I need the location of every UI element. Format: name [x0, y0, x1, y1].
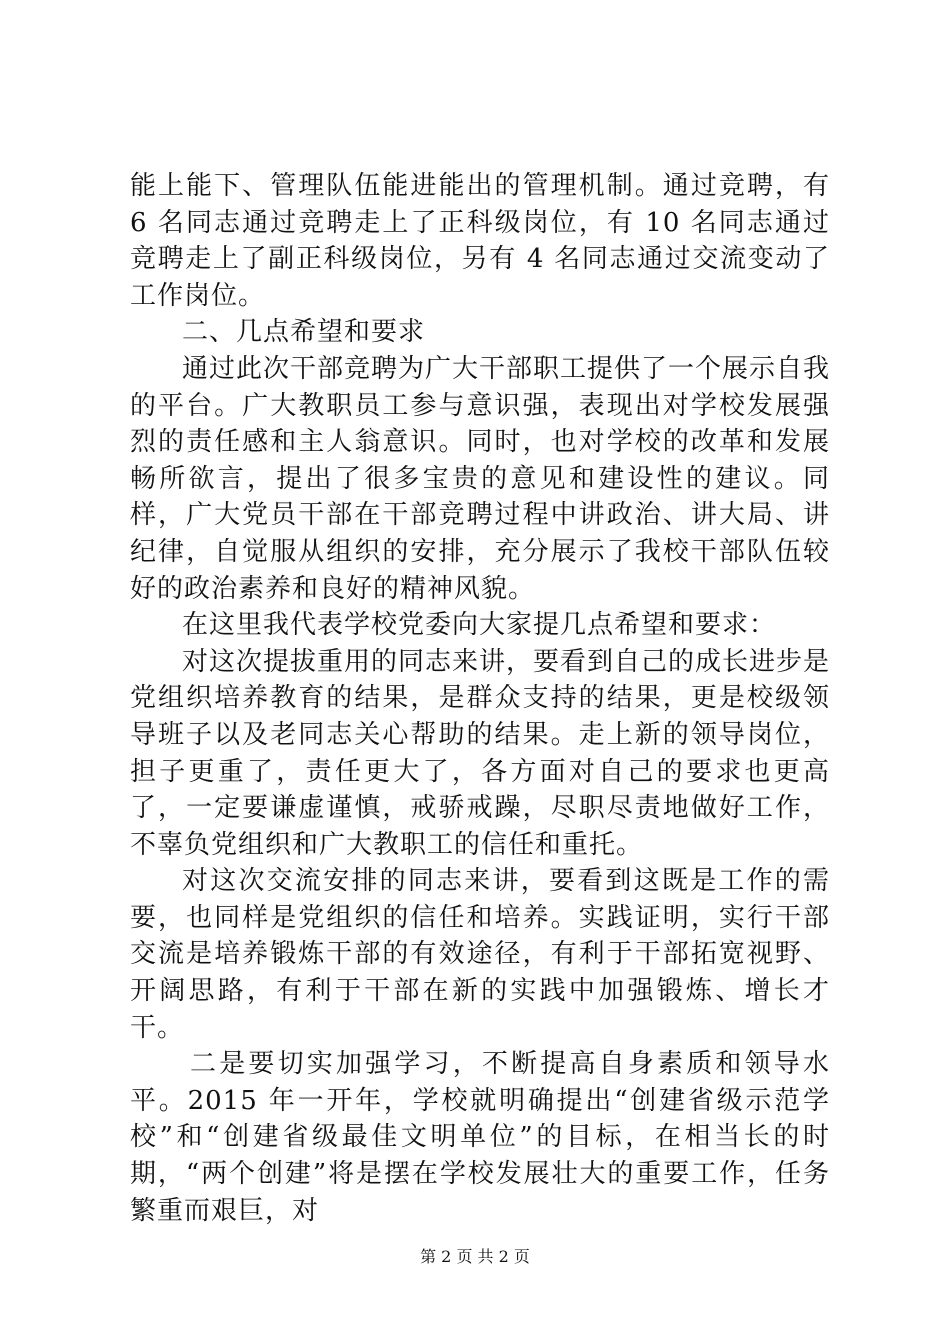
paragraph-4: 对这次提拔重用的同志来讲，要看到自己的成长进步是党组织培养教育的结果，是群众支持的结果，更是校级领导班子以及老同志关心帮助的结果。走上新的领导岗位，担子更重了，责任更大了，各方面对自己的要求也更高了，一定要谦虚谨慎，戒骄戒躁，尽职尽责地做好工作，不辜负党组织和广大教职工的信任和重托。	[130, 646, 831, 860]
paragraph-2: 通过此次干部竞聘为广大干部职工提供了一个展示自我的平台。广大教职员工参与意识强，表现出对学校发展强烈的责任感和主人翁意识。同时，也对学校的改革和发展畅所欲言，提出了很多宝贵的意见和建设性的建议。同样，广大党员干部在干部竞聘过程中讲政治、讲大局、讲纪律，自觉服从组织的安排，充分展示了我校干部队伍较好的政治素养和良好的精神风貌。	[130, 353, 831, 604]
paragraph-5: 对这次交流安排的同志来讲，要看到这既是工作的需要，也同样是党组织的信任和培养。实践证明，实行干部交流是培养锻炼干部的有效途径，有利于干部拓宽视野、开阔思路，有利于干部在新的实践中加强锻炼、增长才干。	[130, 866, 830, 1043]
paragraph-1: 能上能下、管理队伍能进能出的管理机制。通过竞聘，有 6 名同志通过竞聘走上了正科级岗位，有 10 名同志通过竞聘走上了副正科级岗位，另有 4 名同志通过交流变动了工作岗位。	[130, 171, 830, 311]
page-footer: 第 2 页 共 2 页	[420, 1247, 530, 1266]
document-body	[130, 168, 830, 1229]
section-heading: 二、几点希望和要求	[182, 317, 426, 348]
paragraph-6: 二是要切实加强学习，不断提高自身素质和领导水平。2015 年一开年，学校就明确提出“创建省级示范学校”和“创建省级最佳文明单位”的目标，在相当长的时期，“两个创建”将是摆在学校发展壮大的重要工作，任务繁重而艰巨，对	[130, 1049, 830, 1226]
paragraph-3: 在这里我代表学校党委向大家提几点希望和要求：	[182, 610, 777, 641]
